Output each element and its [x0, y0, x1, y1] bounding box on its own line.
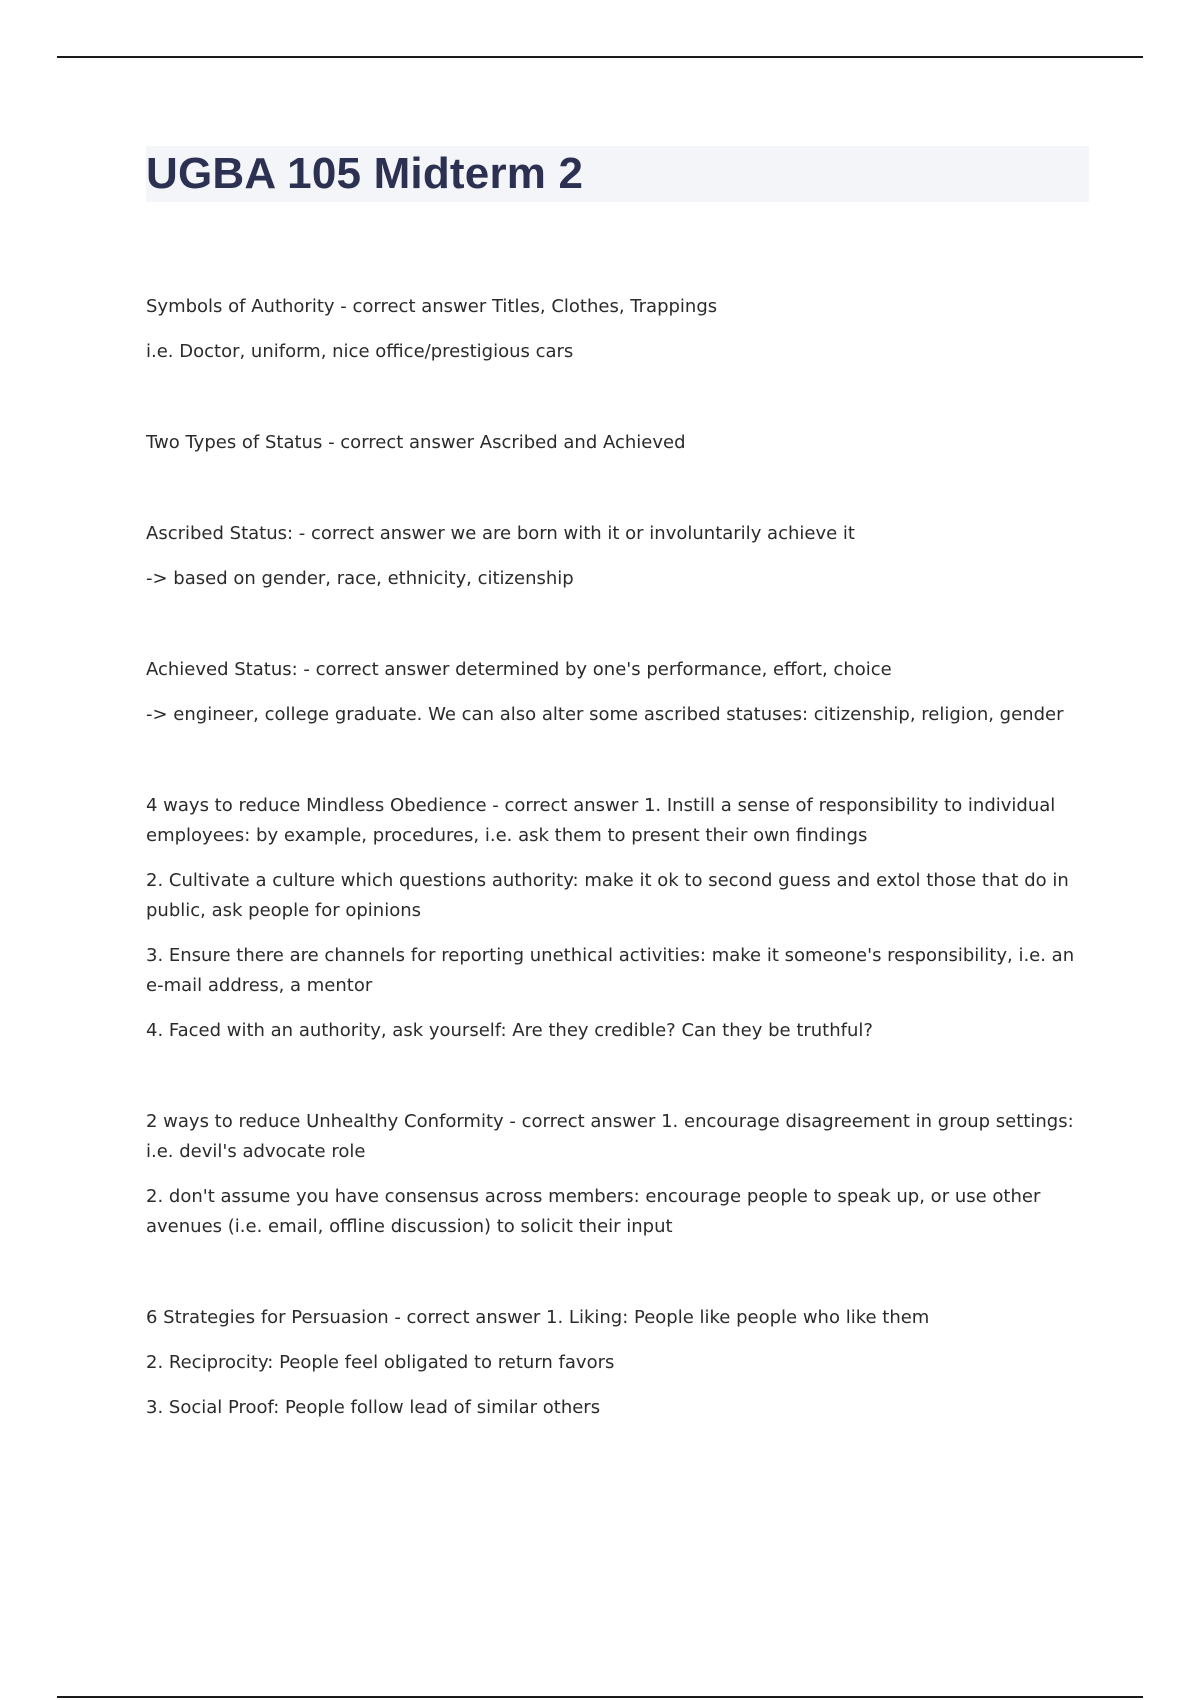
card-line: 2. don't assume you have consensus across members: encourage people to speak up, or use other avenues (i.e. email, offline discussion) to solicit their input: [146, 1186, 1041, 1237]
card-line: 6 Strategies for Persuasion - correct answer 1. Liking: People like people who like them: [146, 1307, 930, 1328]
card-line: Achieved Status: - correct answer determined by one's performance, effort, choice: [146, 659, 892, 680]
card-line: 2. Reciprocity: People feel obligated to return favors: [146, 1352, 615, 1373]
flashcard-achieved-status: [146, 655, 1090, 730]
flashcard-types-of-status: [146, 428, 1090, 458]
flashcard-symbols-of-authority: [146, 292, 1090, 367]
flashcard-unhealthy-conformity: [146, 1107, 1090, 1242]
card-line: i.e. Doctor, uniform, nice office/prestigious cars: [146, 341, 574, 362]
flashcard-persuasion-strategies: [146, 1303, 1090, 1423]
top-rule: [57, 56, 1143, 58]
flashcard-list: [146, 292, 1090, 1423]
card-line: 4. Faced with an authority, ask yourself: Are they credible? Can they be truthful?: [146, 1020, 873, 1041]
card-line: 3. Social Proof: People follow lead of similar others: [146, 1397, 601, 1418]
card-line: -> based on gender, race, ethnicity, citizenship: [146, 568, 574, 589]
flashcard-ascribed-status: [146, 519, 1090, 594]
card-line: 3. Ensure there are channels for reporting unethical activities: make it someone's responsibility, i.e. an e-mail address, a mentor: [146, 945, 1075, 996]
page-title: UGBA 105 Midterm 2: [146, 149, 584, 198]
bottom-rule: [57, 1696, 1143, 1698]
card-line: 2 ways to reduce Unhealthy Conformity - correct answer 1. encourage disagreement in group settings: i.e. devil's advocate role: [146, 1111, 1074, 1162]
card-line: Ascribed Status: - correct answer we are born with it or involuntarily achieve it: [146, 523, 855, 544]
flashcard-mindless-obedience: [146, 791, 1090, 1046]
card-line: Symbols of Authority - correct answer Titles, Clothes, Trappings: [146, 296, 718, 317]
card-line: 2. Cultivate a culture which questions authority: make it ok to second guess and extol those that do in public, ask people for opinions: [146, 870, 1069, 921]
card-line: 4 ways to reduce Mindless Obedience - correct answer 1. Instill a sense of responsibility to individual employees: by example, procedures, i.e. ask them to present their own findings: [146, 795, 1056, 846]
card-line: Two Types of Status - correct answer Ascribed and Achieved: [146, 432, 686, 453]
card-line: -> engineer, college graduate. We can also alter some ascribed statuses: citizenship, religion, gender: [146, 704, 1064, 725]
